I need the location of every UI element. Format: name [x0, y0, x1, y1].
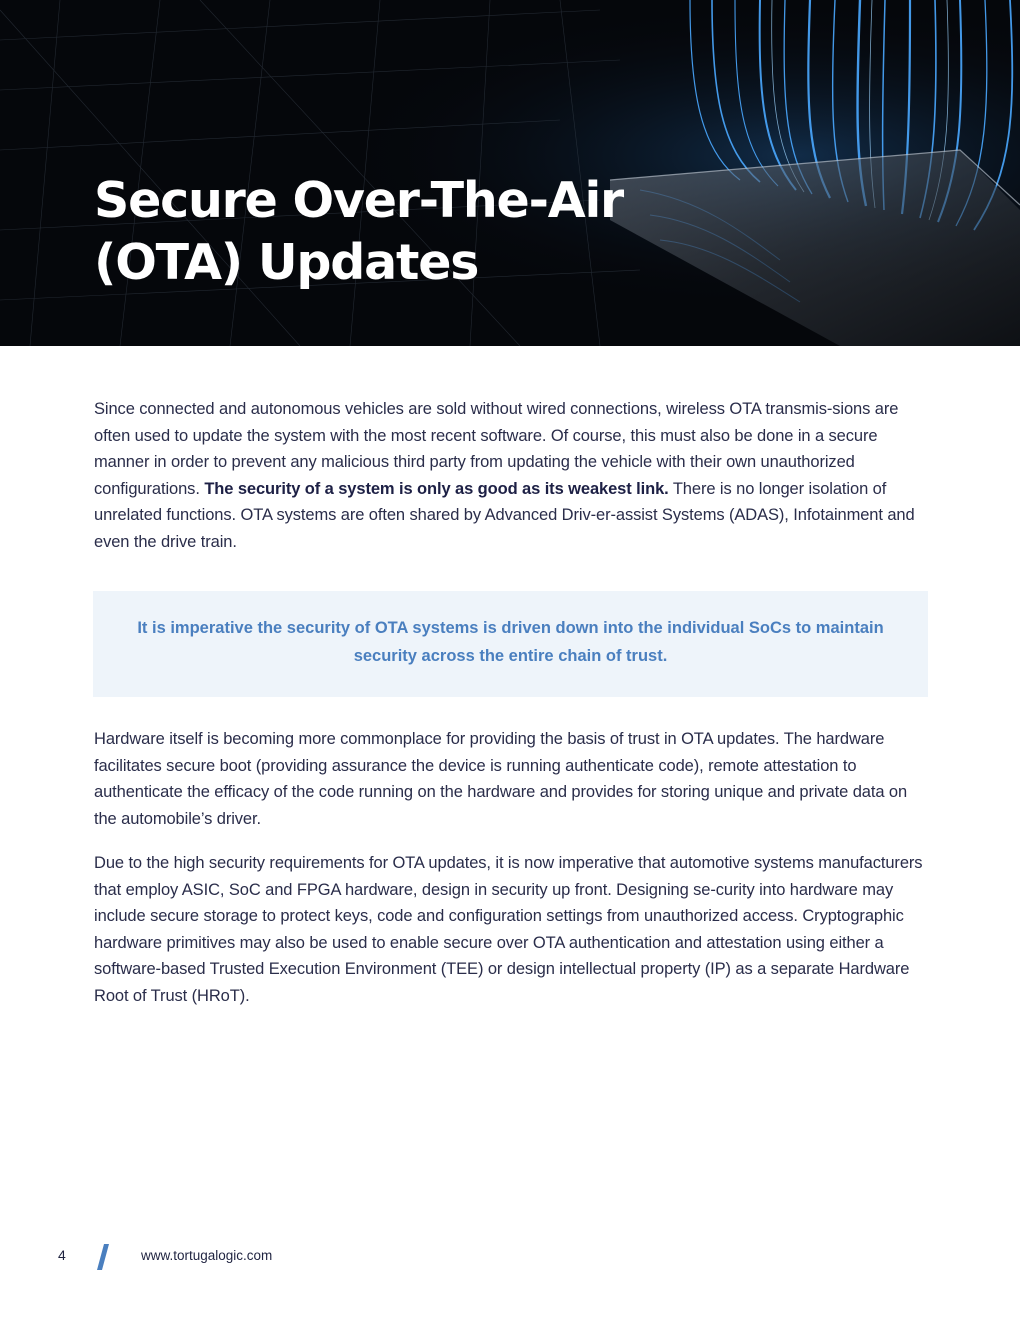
page-title: [94, 170, 654, 294]
title-line-2: (OTA) Updates: [94, 234, 479, 291]
slash-icon: [96, 1244, 110, 1270]
intro-tail-text: There is no longer isolation of unrelated functions. OTA systems are often shared by Advanced Driv-er-assist Systems (ADAS), Infotainment and even the drive train.: [94, 479, 915, 551]
callout-text: It is imperative the security of OTA systems is driven down into the individual SoCs to maintain security across the entire chain of trust.: [137, 619, 884, 665]
intro-bold-text: The security of a system is only as good as its weakest link.: [204, 479, 669, 498]
callout-box: [93, 591, 928, 697]
hero-banner: [0, 0, 1020, 346]
website-link[interactable]: www.tortugalogic.com: [141, 1248, 273, 1263]
intro-section: [94, 396, 928, 556]
intro-text: Since connected and autonomous vehicles are sold without wired connections, wireless OTA transmis-sions are often used to update the system with the most recent software. Of course, this must also be done in a secure manner in order to prevent any malicious third party from updating the vehicle with their own unauthorized configurations.: [94, 400, 899, 498]
hardware-paragraph: Hardware itself is becoming more commonplace for providing the basis of trust in OTA updates. The hardware facilitates secure boot (providing assurance the device is running authenticate code), remote attestation to authenticate the efficacy of the code running on the hardware and provides for storing unique and private data on the automobile’s driver.: [94, 730, 908, 828]
intro-paragraph: [94, 396, 928, 556]
title-line-1: Secure Over-The-Air: [94, 172, 624, 229]
requirements-paragraph: Due to the high security requirements for OTA updates, it is now imperative that automotive systems manufacturers that employ ASIC, SoC and FPGA hardware, design in security up front. Designing se-curity into hardware may include secure storage to protect keys, code and configuration settings from unauthorized access. Cryptographic hardware primitives may also be used to enable secure over OTA authentication and attestation using either a software-based Trusted Execution Environment (TEE) or design intellectual property (IP) as a separate Hardware Root of Trust (HRoT).: [94, 854, 923, 1005]
page-number: 4: [58, 1247, 66, 1263]
